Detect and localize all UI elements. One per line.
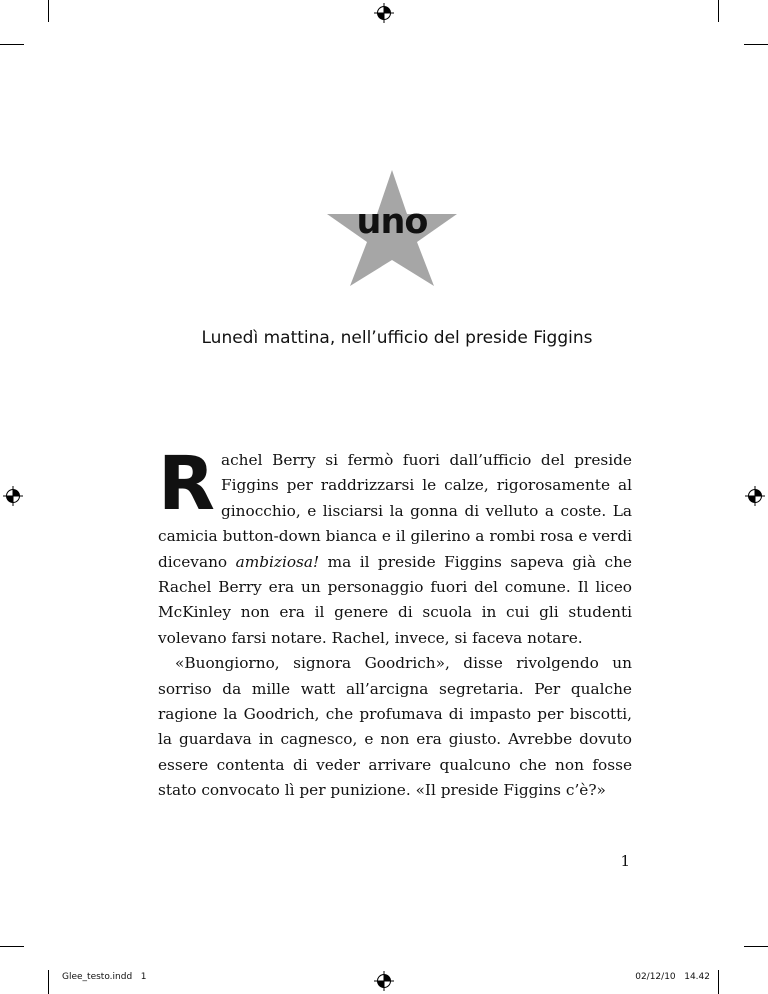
paragraph-text: ma il preside Figgins sapeva già che Rachel Berry era un personaggio fuori del comune. Il liceo McKinley non era il genere di scuola in cui gli studenti volevano farsi notare. Rachel, invece, si faceva notare. bbox=[158, 552, 632, 647]
slug-timestamp: 02/12/10 14.42 bbox=[635, 972, 710, 982]
paragraph-text: achel Berry si fermò fuori dall’ufficio del preside Figgins per raddrizzarsi le calze, rigorosamente al ginocchio, e lisciarsi la gonna di velluto a coste. La camicia button-down bianca e il gilerino a rombi rosa e verdi dicevano bbox=[158, 451, 632, 571]
chapter-title: uno bbox=[356, 202, 428, 242]
crop-mark bbox=[0, 44, 24, 45]
chapter-subtitle: Lunedì mattina, nell’ufficio del preside Figgins bbox=[201, 328, 593, 348]
registration-mark-icon bbox=[3, 486, 23, 506]
emphasis-text: ambiziosa! bbox=[235, 552, 320, 571]
registration-mark-icon bbox=[374, 971, 394, 991]
page-number: 1 bbox=[620, 852, 630, 870]
registration-mark-icon bbox=[745, 486, 765, 506]
paragraph bbox=[158, 441, 632, 651]
crop-mark bbox=[48, 970, 49, 994]
body-text bbox=[158, 441, 632, 804]
crop-mark bbox=[718, 970, 719, 994]
crop-mark bbox=[48, 0, 49, 22]
slug-filename: Glee_testo.indd 1 bbox=[62, 972, 147, 982]
drop-cap: R bbox=[158, 441, 215, 527]
crop-mark bbox=[744, 44, 768, 45]
registration-mark-icon bbox=[374, 3, 394, 23]
crop-mark bbox=[0, 946, 24, 947]
crop-mark bbox=[718, 0, 719, 22]
paragraph: «Buongiorno, signora Goodrich», disse rivolgendo un sorriso da mille watt all’arcigna segretaria. Per qualche ragione la Goodrich, che profumava di impasto per biscotti, la guardava in cagnesco, e non era giusto. Avrebbe dovuto essere contenta di veder arrivare qualcuno che non fosse stato convocato lì per punizione. «Il preside Figgins c’è?» bbox=[158, 654, 632, 800]
crop-mark bbox=[744, 946, 768, 947]
